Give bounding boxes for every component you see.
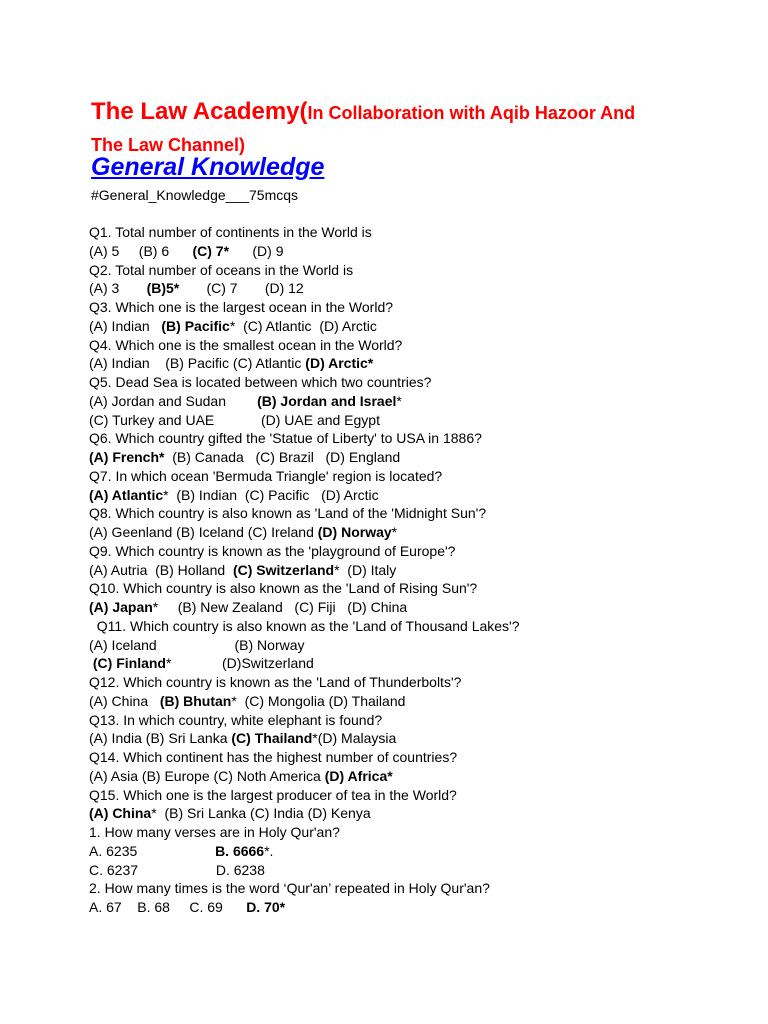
line-text: *. [264,842,274,859]
text-line [89,486,749,505]
text-line [89,373,749,392]
answer-text: (A) China [89,805,152,822]
line-text: (A) Asia (B) Europe (C) Noth America [89,767,325,784]
text-line [89,429,749,448]
line-text: Q6. Which country gifted the 'Statue of Liberty' to USA in 1886? [89,430,482,447]
text-line [89,636,749,655]
line-text: C. 6237 D. 6238 [89,861,265,878]
answer-text: B. 6666 [215,842,265,859]
text-line [89,692,749,711]
text-line [89,729,749,748]
text-line [89,354,749,373]
line-text: *(D) Malaysia [312,730,397,747]
answer-text: (C) Finland [89,655,166,672]
line-text: * (B) New Zealand (C) Fiji (D) China [152,599,408,615]
line-text: * [396,392,402,409]
text-line [89,223,749,242]
line-text: A. 6235 [89,842,216,859]
line-text: (A) Iceland (B) Norway [89,636,305,653]
text-line [89,336,749,355]
line-text: Q7. In which ocean 'Bermuda Triangle' region is located? [89,467,443,484]
text-line [89,767,749,786]
line-text: Q8. Which country is also known as 'Land of the 'Midnight Sun'? [89,505,487,522]
answer-text: (D) Africa* [324,767,393,784]
mcq-list [89,223,749,917]
line-text: (C) Turkey and UAE (D) UAE and Egypt [89,411,380,428]
text-line [89,711,749,730]
title-main: The Law Academy( [91,98,308,125]
line-text: * (D)Switzerland [166,655,314,672]
hashtag-text: #General_Knowledge___75mcqs [91,187,299,203]
text-line [89,467,749,486]
subject-heading: General Knowledge [91,153,325,181]
text-line [89,261,749,280]
line-text: Q2. Total number of oceans in the World is [89,261,354,278]
text-line [89,748,749,767]
text-line [89,804,749,823]
text-line [89,523,749,542]
text-line [89,617,749,636]
text-line [89,504,749,523]
text-line [89,392,749,411]
text-line [89,786,749,805]
text-line [89,317,749,336]
line-text: Q15. Which one is the largest producer of tea in the World? [89,786,457,803]
line-text: * (C) Atlantic (D) Arctic [229,317,377,334]
text-line [89,861,749,880]
line-text: (A) China [89,692,160,709]
line-text: * (D) Italy [334,561,397,578]
answer-text: (B)5* [146,280,180,297]
line-text: Q9. Which country is known as the 'playground of Europe'? [89,542,456,559]
answer-text: (A) Japan [89,599,153,615]
line-text: * [391,524,398,540]
line-text: Q5. Dead Sea is located between which two countries? [89,374,432,390]
line-text: (D) 9 [229,242,284,259]
text-line [89,598,749,617]
text-line [89,579,749,598]
line-text: (A) Jordan and Sudan [89,392,258,409]
line-text: Q14. Which continent has the highest number of countries? [89,749,458,765]
answer-text: (C) Switzerland [232,561,335,578]
text-line [89,673,749,692]
line-text: (A) India (B) Sri Lanka [89,730,232,747]
line-text: Q12. Which country is known as the 'Land of Thunderbolts'? [89,674,462,690]
line-text: Q3. Which one is the largest ocean in the World? [89,299,394,315]
line-text: Q4. Which one is the smallest ocean in the World? [89,336,403,353]
line-text: (A) Autria (B) Holland [89,561,233,578]
answer-text: (B) Pacific [161,317,230,334]
line-text: * (C) Mongolia (D) Thailand [231,692,406,709]
text-line [89,411,749,430]
line-text: (A) 3 [89,280,147,297]
answer-text: (A) French* [89,449,165,465]
line-text: Q11. Which country is also known as the 'Land of Thousand Lakes'? [89,617,520,634]
answer-text: D. 70* [246,899,286,915]
line-text: (A) 5 (B) 6 [89,242,193,259]
text-line [89,298,749,317]
answer-text: (D) Norway [317,524,392,540]
answer-text: (A) Atlantic [89,486,164,503]
line-text: 1. How many verses are in Holy Qur'an? [89,824,340,840]
line-text: Q1. Total number of continents in the World is [89,224,372,240]
text-line [89,842,749,861]
line-text: * (B) Sri Lanka (C) India (D) Kenya [151,805,371,822]
line-text: (C) 7 (D) 12 [179,280,304,297]
text-line [89,898,749,917]
line-text: (B) Canada (C) Brazil (D) England [164,449,401,465]
answer-text: (B) Jordan and Israel [257,392,397,409]
answer-text: (B) Bhutan [159,692,232,709]
text-line [89,242,749,261]
text-line [89,279,749,298]
line-text: 2. How many times is the word ‘Qur'an’ repeated in Holy Qur'an? [89,880,490,897]
line-text: (A) Geenland (B) Iceland (C) Ireland [89,524,318,540]
title-collaboration: In Collaboration with Aqib Hazoor And [307,103,636,123]
answer-text: (D) Arctic* [305,355,374,372]
text-line [89,561,749,580]
text-line [89,654,749,673]
line-text: * (B) Indian (C) Pacific (D) Arctic [163,486,379,503]
text-line [89,448,749,467]
line-text: Q13. In which country, white elephant is found? [89,711,383,728]
line-text: Q10. Which country is also known as the 'Land of Rising Sun'? [89,580,478,597]
line-text: A. 67 B. 68 C. 69 [89,899,247,915]
line-text: (A) Indian (B) Pacific (C) Atlantic [89,355,306,372]
answer-text: (C) Thailand [231,730,313,747]
text-line [89,823,749,842]
text-line [89,879,749,898]
answer-text: (C) 7* [192,242,230,259]
title-collaboration-line2: The Law Channel) [91,135,246,155]
text-line [89,542,749,561]
line-text: (A) Indian [89,317,162,334]
